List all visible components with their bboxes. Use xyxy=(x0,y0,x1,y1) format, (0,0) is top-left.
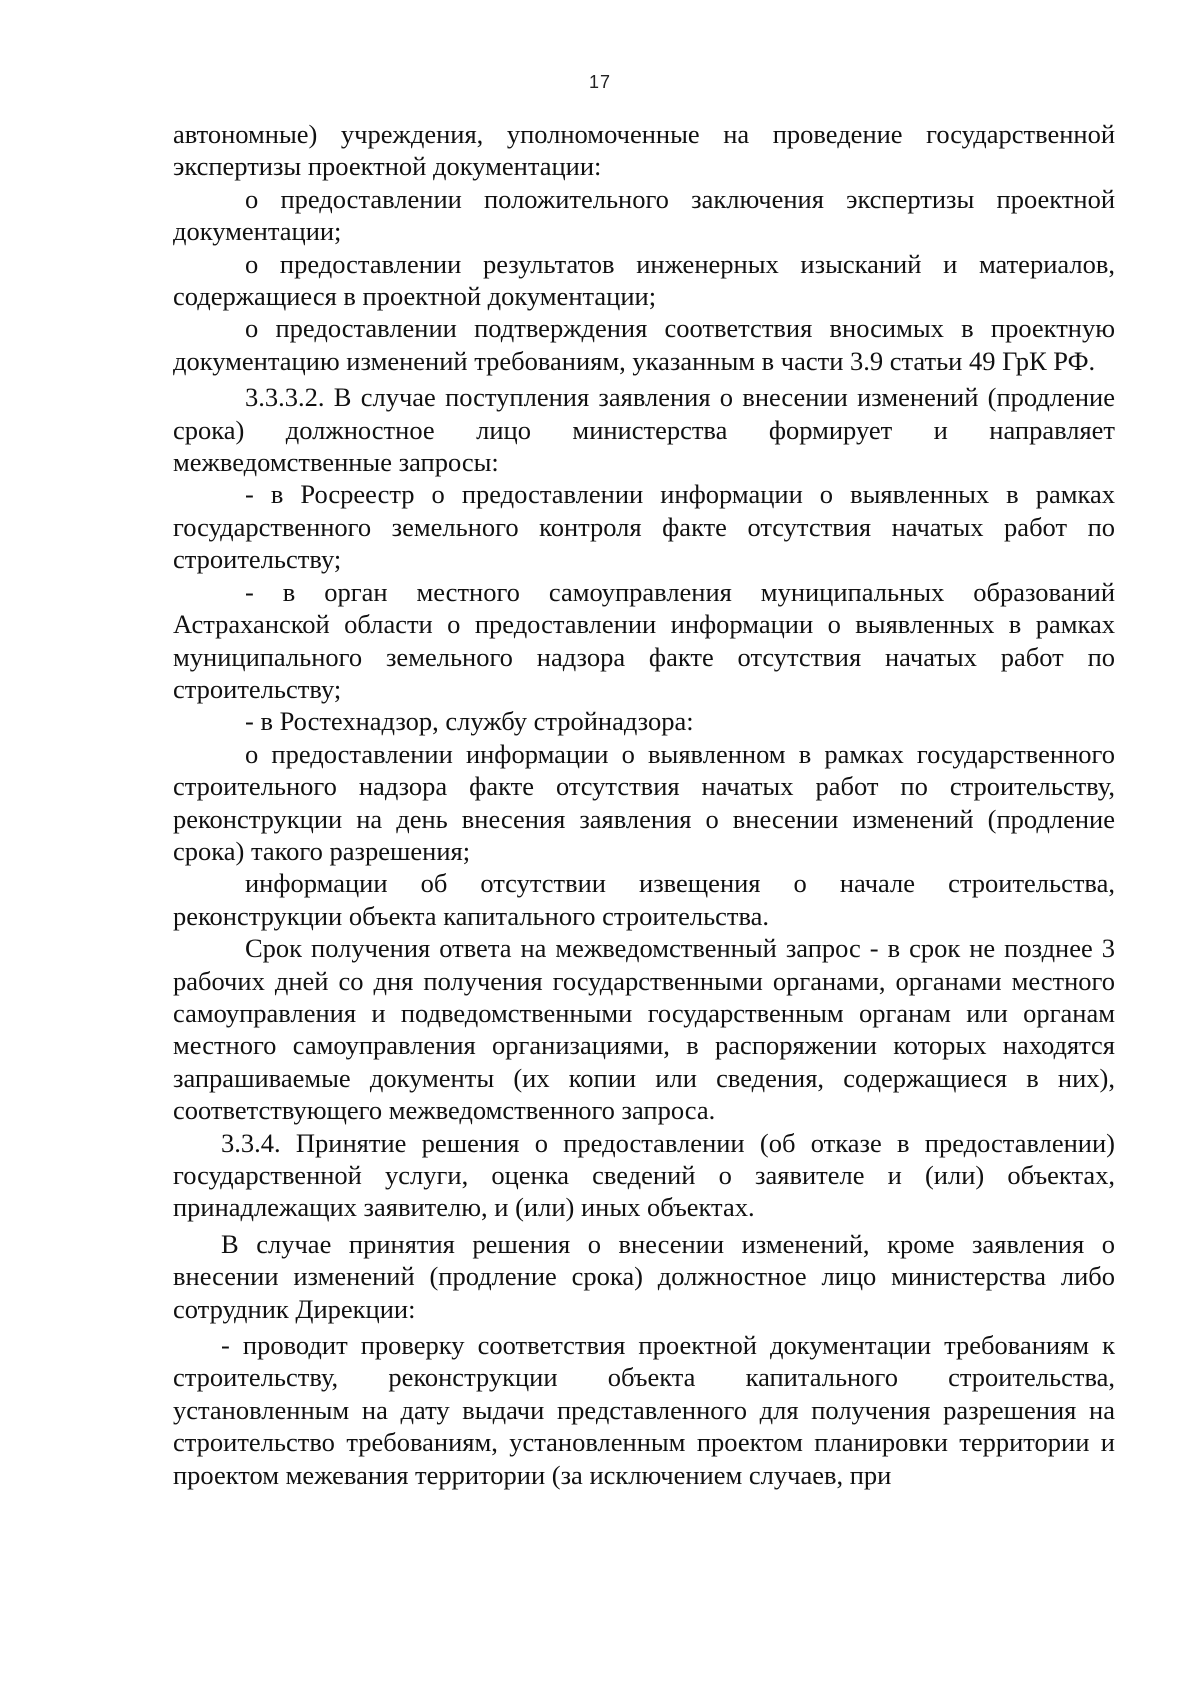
paragraph-rosreestr-request: - в Росреестр о предоставлении информации о выявленных в рамках государственного земельного контроля факте отсутствия начатых работ по строительству; xyxy=(173,479,1115,575)
paragraph-construction-supervision-info: о предоставлении информации о выявленном в рамках государственного строительного надзора факте отсутствия начатых работ по строительству, реконструкции на день внесения заявления о внесении изменений (продление срока) такого разрешения; xyxy=(173,738,1115,866)
paragraph-compliance-check: - проводит проверку соответствия проектной документации требованиям к строительству, реконструкции объекта капитального строительства, установленным на дату выдачи представленного для получения разрешения на строительство требованиям, установленным проектом планировки территории и проектом межевания территории (за исключением случаев, при xyxy=(173,1330,1115,1490)
paragraph-survey-results: о предоставлении результатов инженерных изысканий и материалов, содержащиеся в проектной документации; xyxy=(173,248,1115,312)
paragraph-rostekhnadzor-request: - в Ростехнадзор, службу стройнадзора: xyxy=(245,706,694,737)
paragraph-3-3-4: 3.3.4. Принятие решения о предоставлении (об отказе в предоставлении) государственной услуги, оценка сведений о заявителе и (или) объектах, принадлежащих заявителю, и (или) иных объектах. xyxy=(173,1127,1115,1223)
paragraph-local-government-request: - в орган местного самоуправления муниципальных образований Астраханской области о предоставлении информации о выявленных в рамках муниципального земельного надзора факте отсутствия начатых работ по строительству; xyxy=(173,576,1115,704)
paragraph-expertise-institutions: автономные) учреждения, уполномоченные на проведение государственной экспертизы проектной документации: xyxy=(173,119,1115,182)
paragraph-response-deadline: Срок получения ответа на межведомственный запрос - в срок не позднее 3 рабочих дней со дня получения государственными органами, органами местного самоуправления и подведомственными государственным органам или органам местного самоуправления организациями, в распоряжении которых находятся запрашиваемые документы (их копии или сведения, содержащиеся в них), соответствующего межведомственного запроса. xyxy=(173,933,1115,1126)
document-body xyxy=(173,118,1115,1491)
paragraph-compliance-confirmation: о предоставлении подтверждения соответствия вносимых в проектную документацию изменений требованиям, указанным в части 3.9 статьи 49 ГрК РФ. xyxy=(173,313,1115,376)
paragraph-positive-conclusion: о предоставлении положительного заключения экспертизы проектной документации; xyxy=(173,183,1115,247)
paragraph-no-notice-info: информации об отсутствии извещения о начале строительства, реконструкции объекта капитального строительства. xyxy=(173,868,1115,931)
page-number: 17 xyxy=(588,72,612,92)
paragraph-decision-case: В случае принятия решения о внесении изменений, кроме заявления о внесении изменений (продление срока) должностное лицо министерства либо сотрудник Дирекции: xyxy=(173,1228,1115,1324)
paragraph-3-3-3-2: 3.3.3.2. В случае поступления заявления о внесении изменений (продление срока) должностное лицо министерства формирует и направляет межведомственные запросы: xyxy=(173,382,1115,478)
